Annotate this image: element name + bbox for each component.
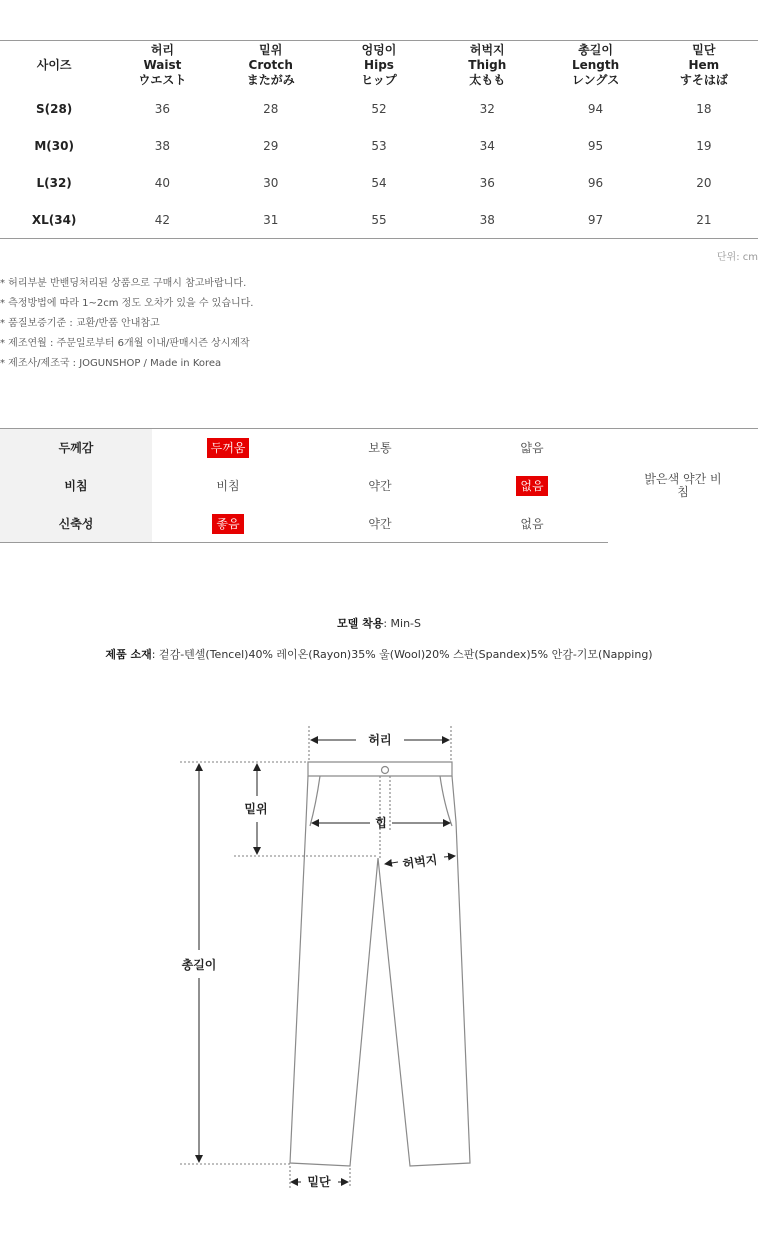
fit-note-line: 밝은색 약간 비 (644, 471, 722, 486)
table-cell: 97 (541, 202, 649, 239)
crotch-header-line-en: Crotch (248, 58, 293, 73)
table-cell: 29 (263, 139, 279, 153)
table-cell: 21 (650, 202, 758, 239)
table-cell: 30 (263, 176, 279, 190)
table-cell: 53 (371, 139, 387, 153)
table-cell: 36 (154, 102, 171, 116)
table-cell: 40 (154, 176, 171, 190)
unit-label: 단위: cm (716, 252, 758, 263)
fit-option: 보통 (368, 441, 392, 456)
fabric-value: : 겉감-텐셀(Tencel)40% 레이온(Rayon)35% 울(Wool)20% 스판(Spandex)5% 안감-기모(Napping) (151, 648, 653, 661)
size-label-cell: M(30) (34, 139, 74, 153)
waist-header-line-ko: 허리 (150, 43, 175, 58)
table-cell: 38 (154, 139, 171, 153)
table-cell: 19 (696, 139, 712, 153)
rise-label: 밑위 (244, 802, 268, 816)
fit-note-line: 침 (677, 484, 689, 499)
pants-body (290, 776, 470, 1166)
hem-label: 밑단 (307, 1175, 331, 1189)
table-cell: 94 (587, 102, 604, 116)
fit-option: 없음 (520, 516, 544, 531)
table-cell: 20 (696, 176, 712, 190)
fit-option: 약간 (368, 479, 392, 493)
table-cell: 31 (217, 202, 325, 239)
table-cell: 34 (479, 139, 495, 153)
table-cell: 42 (108, 202, 216, 239)
note-item: * 제조사/제조국 : JOGUNSHOP / Made in Korea (0, 358, 222, 369)
thigh-header-line-ko: 허벅지 (469, 43, 505, 58)
left-pocket (310, 776, 320, 826)
note-item: * 품질보증기준 : 교환/반품 안내참고 (0, 318, 160, 329)
fit-option: 좋음 (212, 514, 243, 534)
size-label-cell: XL(34) (0, 202, 108, 239)
hips-header-line-en: Hips (364, 58, 394, 73)
length-header-line-ko: 총길이 (578, 43, 613, 58)
fit-option: 두꺼움 (207, 438, 250, 458)
thigh-arrow-right (444, 856, 455, 857)
model-label: 모델 착용 (336, 617, 384, 630)
table-cell: 38 (433, 202, 541, 239)
table-cell: 28 (263, 102, 279, 116)
length-label: 총길이 (181, 958, 217, 972)
hips-header-line-ko: 엉덩이 (361, 43, 397, 58)
button-icon (382, 767, 389, 774)
thigh-header-line-ja: 太もも (469, 73, 506, 88)
fit-option: 약간 (368, 516, 392, 531)
fit-option: 비침 (216, 479, 240, 493)
table-cell: 55 (325, 202, 433, 239)
hem-header-line-ko: 밑단 (692, 43, 716, 58)
table-cell: 95 (587, 139, 604, 153)
fit-option: 얇음 (520, 441, 544, 456)
fit-label: 신축성 (0, 505, 152, 543)
fabric-label: 제품 소재 (105, 648, 152, 661)
waist-header-line-ja: ウエスト (138, 73, 187, 88)
note-item: * 측정방법에 따라 1~2cm 정도 오차가 있을 수 있습니다. (0, 298, 254, 309)
size-label-cell: L(32) (36, 176, 72, 190)
table-cell: 36 (479, 176, 495, 190)
fit-label: 두께감 (0, 429, 152, 467)
crotch-header-line-ko: 밑위 (259, 43, 283, 58)
table-cell: 54 (371, 176, 387, 190)
hem-header-line-ja: すそはば (679, 73, 728, 88)
guide-lines (180, 726, 451, 1188)
thigh-label: 허벅지 (401, 852, 439, 872)
table-cell: 32 (479, 102, 495, 116)
hem-header-line-en: Hem (688, 58, 720, 73)
thigh-header-line-en: Thigh (468, 58, 507, 73)
note-item: * 허리부분 반밴딩처리된 상품으로 구매시 참고바랍니다. (0, 278, 247, 289)
size-label-cell: S(28) (35, 102, 73, 116)
crotch-header-line-ja: またがみ (246, 73, 295, 88)
right-pocket (440, 776, 452, 826)
waist-header-line-en: Waist (143, 58, 182, 73)
hips-header-line-ja: ヒップ (361, 73, 397, 88)
measure-arrows (199, 740, 455, 1182)
length-header-line-en: Length (571, 58, 620, 73)
waist-label: 허리 (368, 733, 392, 747)
fit-label: 비침 (0, 467, 152, 505)
model-value: : Min-S (383, 617, 422, 630)
table-cell: 96 (587, 176, 604, 190)
thigh-arrow-left (385, 862, 398, 864)
table-cell: 52 (371, 102, 387, 116)
note-item: * 제조연월 : 주문일로부터 6개월 이내/판매시즌 상시제작 (0, 338, 250, 349)
length-header-line-ja: レングス (571, 73, 620, 88)
table-cell: 18 (696, 102, 712, 116)
waistband (308, 762, 452, 776)
size-header-line: 사이즈 (36, 58, 72, 73)
fit-option: 없음 (516, 476, 547, 496)
hip-label: 힙 (375, 816, 387, 830)
